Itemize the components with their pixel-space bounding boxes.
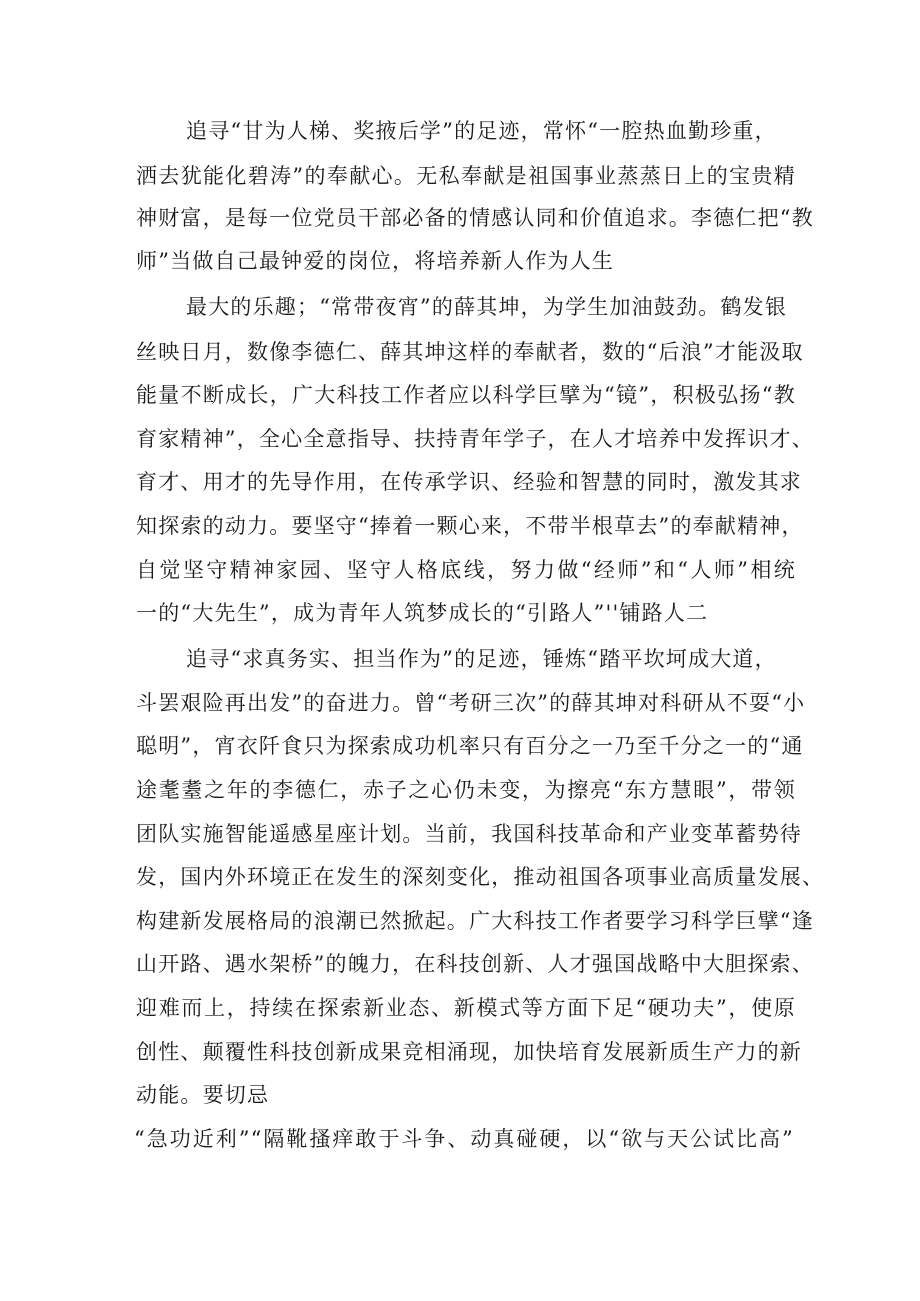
text-line: 师”当做自己最钟爱的岗位，将培养新人作为人生: [136, 249, 615, 273]
text-line: 一的“大先生”，成为青年人筑梦成长的“引路人”''铺路人二: [136, 601, 709, 625]
text-line: 知探索的动力。要坚守“捧着一颗心来，不带半根草去”的奉献精神，: [136, 514, 804, 538]
text-line: 丝映日月，数像李德仁、薛其坤这样的奉献者，数的“后浪”才能汲取: [136, 340, 804, 364]
text-line: 斗罢艰险再出发”的奋进力。曾“考研三次”的薛其坤对科研从不耍“小: [136, 691, 806, 715]
text-line: 自觉坚守精神家园、坚守人格底线，努力做“经师”和“人师”相统: [136, 558, 796, 582]
text-line: 团队实施智能遥感星座计划。当前，我国科技革命和产业变革蓄势待: [136, 822, 802, 846]
text-line: 最大的乐趣；“常带夜宵”的薛其坤，为学生加油鼓劲。鹤发银: [186, 295, 788, 319]
text-line: 洒去犹能化碧涛”的奉献心。无私奉献是祖国事业蒸蒸日上的宝贵精: [136, 164, 796, 188]
text-line: 聪明”，宵衣阡食只为探索成功机率只有百分之一乃至千分之一的“通: [136, 734, 804, 758]
text-line: “急功近利”“隔靴搔痒敢于斗争、动真碰硬，以“欲与天公试比高”: [134, 1127, 794, 1151]
text-line: 迎难而上，持续在探索新业态、新模式等方面下足“硬功夫”，使原: [136, 996, 796, 1020]
text-line: 山开路、遇水架桥”的魄力，在科技创新、人才强国战略中大胆探索、: [136, 952, 814, 976]
text-line: 动能。要切忌: [136, 1083, 270, 1107]
text-line: 追寻“甘为人梯、奖掖后学”的足迹，常怀“一腔热血勤珍重，: [186, 119, 777, 143]
text-line: 育家精神”，全心全意指导、扶持青年学子，在人才培养中发挥识才、: [136, 427, 814, 451]
text-line: 神财富，是每一位党员干部必备的情感认同和价值追求。李德仁把“教: [136, 206, 814, 230]
text-line: 能量不断成长，广大科技工作者应以科学巨擘为“镜”，积极弘扬“教: [136, 383, 796, 407]
text-line: 育才、用才的先导作用，在传承学识、经验和智慧的同时，激发其求: [136, 470, 802, 494]
text-line: 途耄耋之年的李德仁，赤子之心仍未变，为擦亮“东方慧眼”，带领: [136, 778, 796, 802]
text-line: 构建新发展格局的浪潮已然掀起。广大科技工作者要学习科学巨擘“逢: [136, 909, 814, 933]
text-line: 发，国内外环境正在发生的深刻变化，推动祖国各项事业高质量发展、: [136, 865, 825, 889]
text-line: 追寻“求真务实、担当作为”的足迹，锤炼“踏平坎坷成大道，: [186, 647, 777, 671]
text-line: 创性、颠覆性科技创新成果竞相涌现，加快培育发展新质生产力的新: [136, 1040, 802, 1064]
